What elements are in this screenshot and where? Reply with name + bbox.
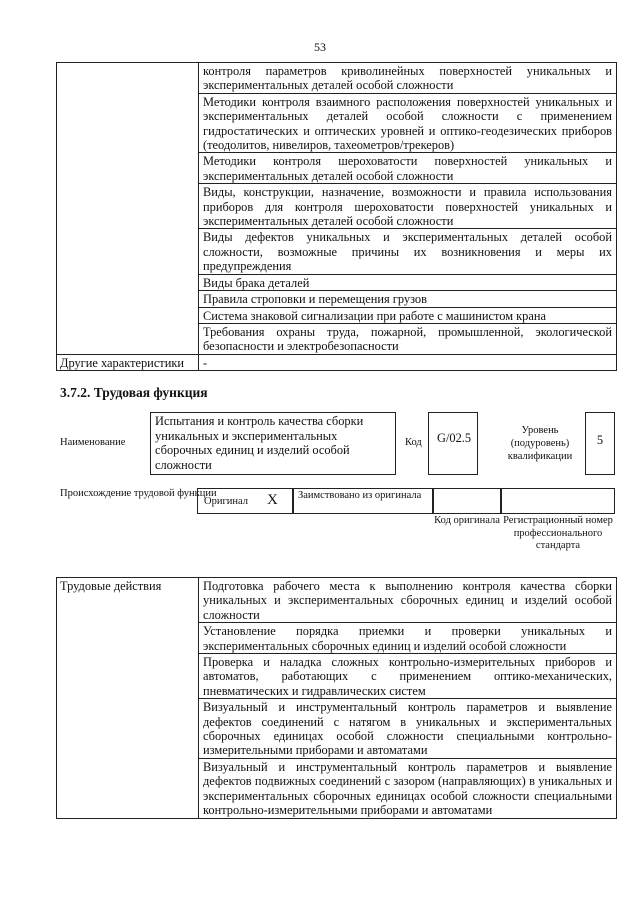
knowledge-item: Виды, конструкции, назначение, возможности и правила использования приборов для контроля шероховатости поверхностей уникальных и экспериментальных деталей особой сложности	[199, 184, 617, 229]
table-row	[57, 578, 617, 623]
original-cell	[197, 488, 293, 514]
knowledge-item: Виды дефектов уникальных и экспериментальных деталей особой сложности, возможные причины их возникновения и меры их предупреждения	[199, 229, 617, 274]
labor-actions-label: Трудовые действия	[57, 578, 199, 819]
table-row	[57, 354, 617, 370]
function-code-box: G/02.5	[428, 412, 478, 475]
origin-label: Происхождение трудовой функции	[60, 488, 217, 499]
reg-number-caption: Регистрационный номер профессионального стандарта	[503, 515, 613, 551]
name-label: Наименование	[60, 437, 126, 448]
table-row	[57, 63, 617, 94]
page-number: 53	[314, 40, 326, 54]
original-label: Оригинал	[204, 496, 248, 507]
reg-number-cell	[501, 488, 615, 514]
knowledge-item: Требования охраны труда, пожарной, промышленной, экологической безопасности и электробезопасности	[199, 323, 617, 354]
code-original-cell	[433, 488, 501, 514]
knowledge-item: Методики контроля взаимного расположения поверхностей уникальных и экспериментальных деталей особой сложности с применением гидростатических и оптических уровней и оптико-геодезических приборов (теодолитов, нивелиров, тахеометров/трекеров)	[199, 93, 617, 153]
labor-action-item: Визуальный и инструментальный контроль параметров и выявление дефектов соединений с натягом в уникальных и экспериментальных сборочных единицах особой сложности специальными контрольно-измерительными приборами и автоматами	[199, 699, 617, 759]
other-characteristics-value: -	[199, 354, 617, 370]
knowledge-table	[56, 62, 617, 371]
knowledge-item: Виды брака деталей	[199, 274, 617, 290]
knowledge-item: Методики контроля шероховатости поверхностей уникальных и экспериментальных деталей особой сложности	[199, 153, 617, 184]
level-label: Уровень (подуровень) квалификации	[507, 425, 573, 462]
code-original-caption: Код оригинала	[434, 515, 500, 526]
knowledge-item: контроля параметров криволинейных поверхностей уникальных и экспериментальных деталей особой сложности	[199, 63, 617, 94]
function-name-box: Испытания и контроль качества сборки уникальных и экспериментальных сборочных единиц и изделий особой сложности	[150, 412, 396, 475]
original-mark: X	[267, 492, 278, 508]
labor-action-item: Визуальный и инструментальный контроль параметров и выявление дефектов подвижных соединений с зазором (направляющих) в уникальных и экспериментальных сборочных единицах особой сложности специальными контрольно-измерительными приборами и автоматами	[199, 758, 617, 818]
other-characteristics-label: Другие характеристики	[57, 354, 199, 370]
code-label: Код	[405, 437, 422, 448]
section-heading: 3.7.2. Трудовая функция	[60, 385, 208, 400]
knowledge-label-cell	[57, 63, 199, 355]
labor-action-item: Проверка и наладка сложных контрольно-измерительных приборов и автоматов, работающих с применением оптико-механических, пневматических и гидравлических систем	[199, 654, 617, 699]
knowledge-item: Правила строповки и перемещения грузов	[199, 291, 617, 307]
labor-actions-table	[56, 577, 617, 819]
labor-action-item: Установление порядка приемки и проверки уникальных и экспериментальных сборочных единиц и изделий особой сложности	[199, 623, 617, 654]
knowledge-item: Система знаковой сигнализации при работе с машинистом крана	[199, 307, 617, 323]
qualification-level-box: 5	[585, 412, 615, 475]
borrowed-cell: Заимствовано из оригинала	[293, 488, 433, 514]
labor-action-item: Подготовка рабочего места к выполнению контроля качества сборки уникальных и экспериментальных сборочных единиц и изделий особой сложности	[199, 578, 617, 623]
